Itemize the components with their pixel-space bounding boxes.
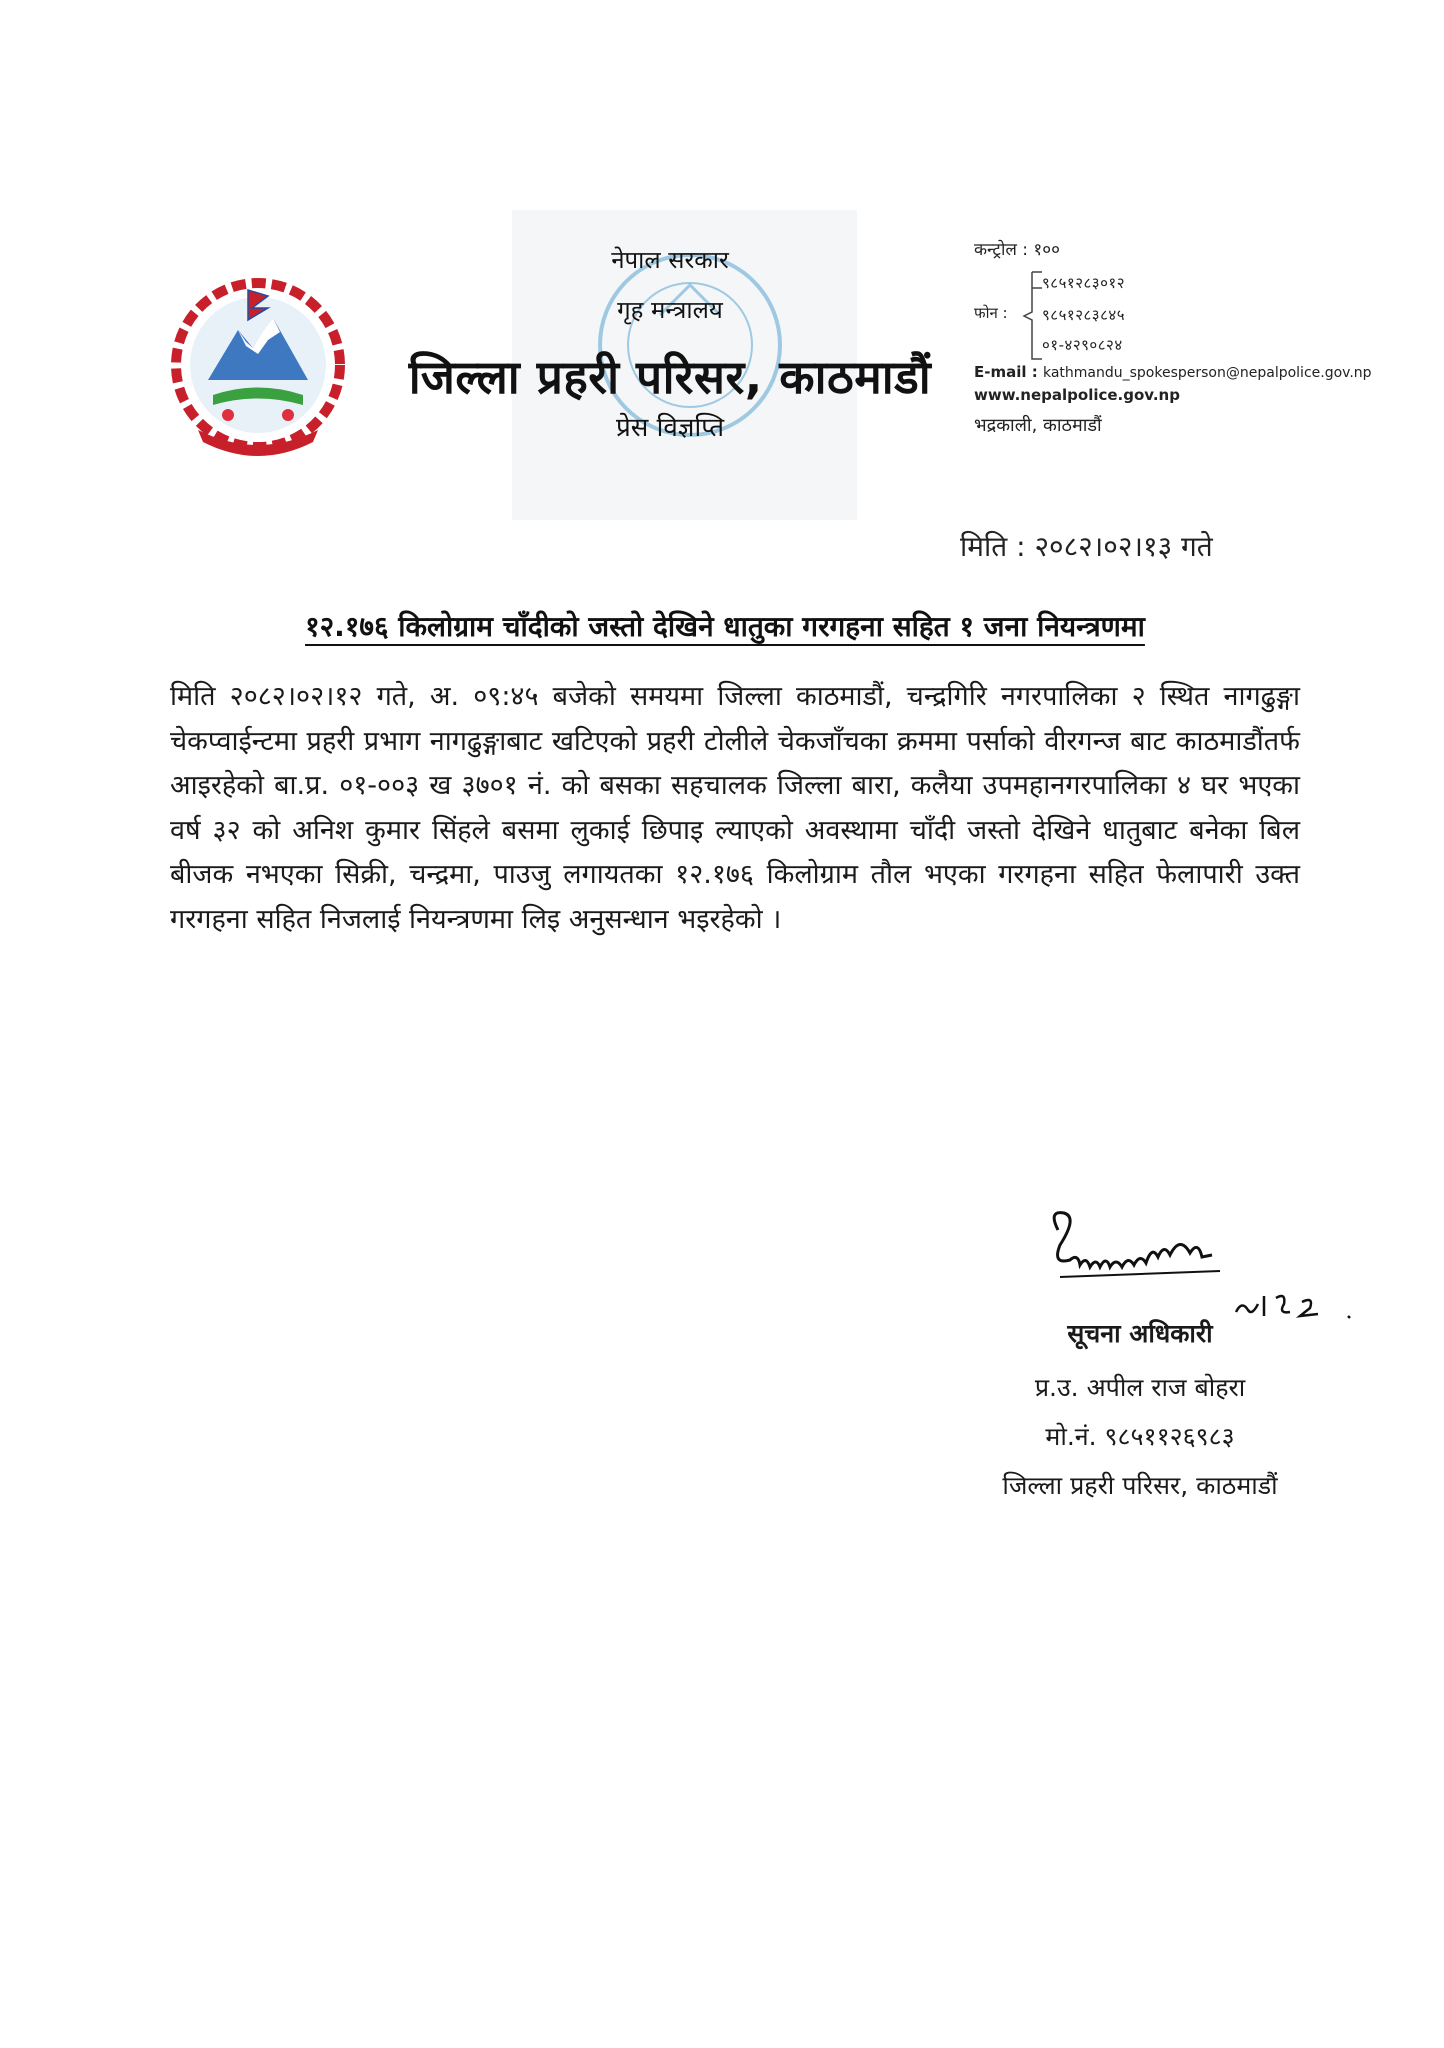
email-line (974, 363, 1372, 381)
officer-name: प्र.उ. अपील राज बोहरा (1034, 1373, 1246, 1402)
officer-mobile: मो.नं. ९८५११२६९८३ (1045, 1422, 1235, 1451)
website-link[interactable]: www.nepalpolice.gov.np (974, 386, 1180, 404)
phone-number: ०१-४२९०८२४ (1042, 336, 1123, 354)
email-label: E-mail : (974, 363, 1038, 381)
email-address[interactable]: kathmandu_spokesperson@nepalpolice.gov.np (1042, 365, 1372, 381)
headline-text: १२.१७६ किलोग्राम चाँदीको जस्तो देखिने धातुका गरगहना सहित १ जना नियन्त्रणमा (305, 610, 1145, 643)
ministry-name: गृह मन्त्रालय (617, 296, 723, 324)
phone-label: फोन : (974, 304, 1008, 322)
officer-title: सूचना अधिकारी (1067, 1319, 1213, 1348)
nepal-emblem-icon (168, 270, 348, 470)
office-name: जिल्ला प्रहरी परिसर, काठमाडौं (408, 350, 932, 404)
phone-number: ९८५१२८३०१२ (1042, 274, 1126, 292)
signature-icon (1030, 1205, 1230, 1305)
officer-office: जिल्ला प्रहरी परिसर, काठमाडौं (1002, 1471, 1278, 1500)
phone-number: ९८५१२८३८४५ (1042, 306, 1126, 324)
document-type: प्रेस विज्ञप्ति (615, 413, 725, 443)
issue-date: मिति : २०८२।०२।१३ गते (960, 530, 1213, 563)
office-address: भद्रकाली, काठमाडौं (974, 415, 1102, 436)
headline (200, 607, 1250, 645)
body-paragraph: मिति २०८२।०२।१२ गते, अ. ०९:४५ बजेको समयमा जिल्ला काठमाडौं, चन्द्रगिरि नगरपालिका २ स्थित नागढुङ्गा चेकप्वाईन्टमा प्रहरी प्रभाग नागढुङ्गाबाट खटिएको प्रहरी टोलीले चेकजाँचका क्रममा पर्साको वीरगन्ज बाट काठमाडौंतर्फ आइरहेको बा.प्र. ०१-००३ ख ३७०१ नं. को बसका सहचालक जिल्ला बारा, कलैया उपमहानगरपालिका ४ घर भएका वर्ष ३२ को अनिश कुमार सिंहले बसमा लुकाई छिपाइ ल्याएको अवस्थामा चाँदी जस्तो देखिने धातुबाट बनेका बिल बीजक नभएका सिक्री, चन्द्रमा, पाउजु लगायतका १२.१७६ किलोग्राम तौल भएका गरगहना सहित फेलापारी उक्त गरगहना सहित निजलाई नियन्त्रणमा लिइ अनुसन्धान भइरहेको । (170, 681, 1300, 935)
government-name: नेपाल सरकार (611, 246, 729, 274)
control-number: कन्ट्रोल : १०० (974, 240, 1060, 260)
brace-icon (1010, 268, 1060, 363)
